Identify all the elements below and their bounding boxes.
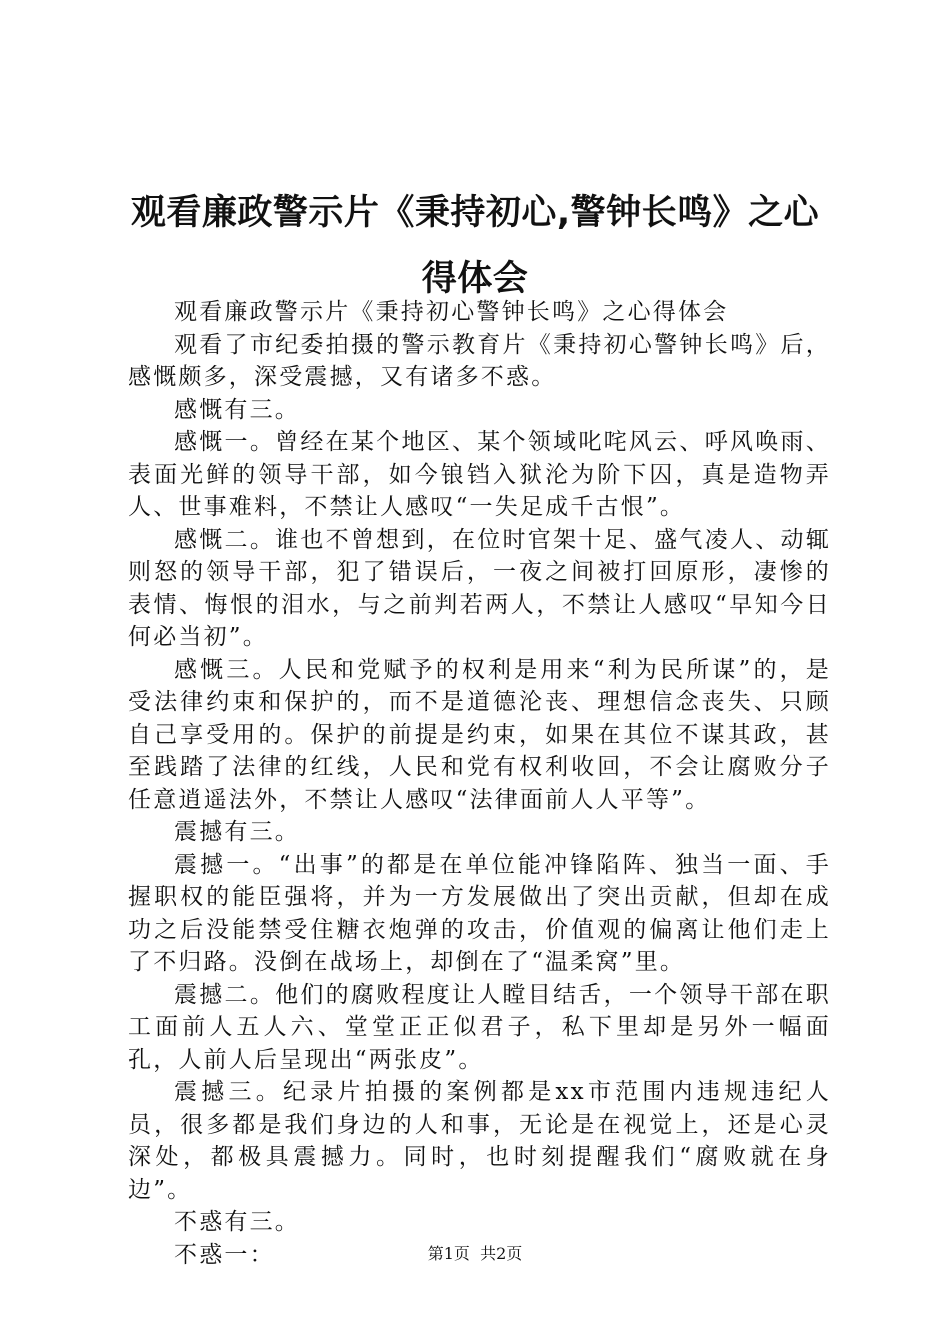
page-total: 共2页 (480, 1244, 523, 1263)
paragraph: 观看了市纪委拍摄的警示教育片《秉持初心警钟长鸣》后，感慨颇多，深受震撼，又有诸多不惑。 (128, 331, 831, 390)
paragraph: 感慨二。谁也不曾想到，在位时官架十足、盛气凌人、动辄则怒的领导干部，犯了错误后，一夜之间被打回原形，凄惨的表情、悔恨的泪水，与之前判若两人，不禁让人感叹“早知今日何必当初”。 (128, 526, 831, 650)
paragraph: 不惑有三。 (174, 1209, 300, 1235)
paragraph: 震撼一。“出事”的都是在单位能冲锋陷阵、独当一面、手握职权的能臣强将，并为一方发展做出了突出贡献，但却在成功之后没能禁受住糖衣炮弹的攻击，价值观的偏离让他们走上了不归路。没倒在战场上，却倒在了“温柔窝”里。 (128, 851, 831, 975)
paragraph: 震撼二。他们的腐败程度让人瞠目结舌，一个领导干部在职工面前人五人六、堂堂正正似君子，私下里却是另外一幅面孔，人前人后呈现出“两张皮”。 (128, 981, 831, 1073)
paragraph: 不惑一： (174, 1241, 275, 1268)
paragraph: 震撼三。纪录片拍摄的案例都是xx市范围内违规违纪人员，很多都是我们身边的人和事，无论是在视觉上，还是心灵深处，都极具震撼力。同时，也时刻提醒我们“腐败就在身边”。 (128, 1079, 831, 1203)
paragraph: 感慨三。人民和党赋予的权利是用来“利为民所谋”的，是受法律约束和保护的，而不是道德沦丧、理想信念丧失、只顾自己享受用的。保护的前提是约束，如果在其位不谋其政，甚至践踏了法律的红线，人民和党有权利收回，不会让腐败分子任意逍遥法外，不禁让人感叹“法律面前人人平等”。 (128, 656, 831, 813)
page-number: 第1页 (427, 1244, 470, 1263)
page-footer (0, 1244, 950, 1264)
paragraph: 震撼有三。 (174, 819, 300, 845)
document-body (128, 296, 831, 1271)
paragraph: 观看廉政警示片《秉持初心警钟长鸣》之心得体会 (174, 299, 729, 325)
paragraph: 感慨有三。 (174, 396, 300, 423)
document-title: 观看廉政警示片《秉持初心,警钟长鸣》之心得体会 (130, 193, 820, 299)
paragraph: 感慨一。曾经在某个地区、某个领域叱咤风云、呼风唤雨、表面光鲜的领导干部，如今锒铛入狱沦为阶下囚，真是造物弄人、世事难料，不禁让人感叹“一失足成千古恨”。 (128, 429, 831, 520)
